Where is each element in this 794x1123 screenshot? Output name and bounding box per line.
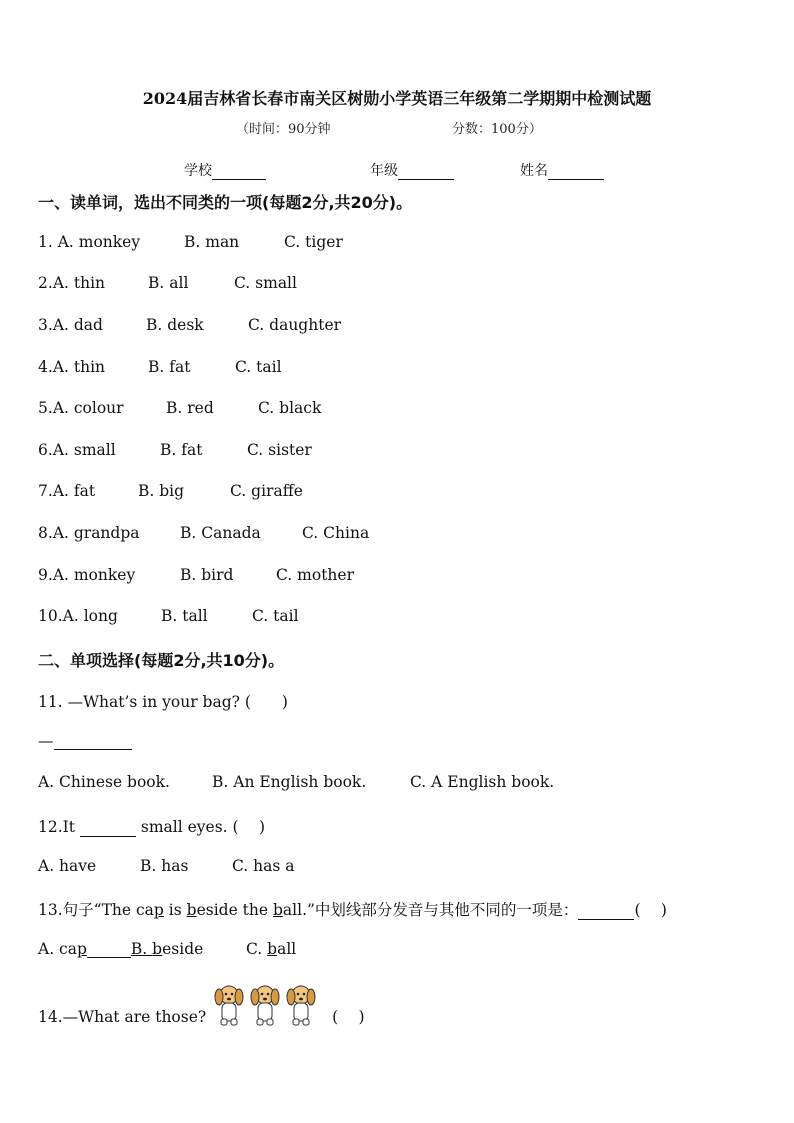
section1-heading: 一、读单词，选出不同类的一项(每题2分,共20分)。 bbox=[38, 193, 413, 212]
school-label: 学校 bbox=[184, 163, 212, 179]
q11-blank[interactable] bbox=[54, 735, 132, 750]
option-c-8[interactable]: C. China bbox=[302, 524, 370, 542]
number-dot: . bbox=[47, 274, 53, 292]
option-b-7[interactable]: B. big bbox=[138, 482, 185, 500]
number-dot: . bbox=[47, 358, 53, 376]
section2-heading: 二、单项选择(每题2分,共10分)。 bbox=[38, 651, 285, 670]
option-a-10[interactable] bbox=[38, 607, 118, 625]
q12-option-c[interactable]: C. has a bbox=[232, 857, 295, 875]
q12-pre: 12.It bbox=[38, 818, 76, 836]
q12-blank[interactable] bbox=[80, 822, 136, 837]
option-a-text: A. monkey bbox=[52, 566, 136, 584]
option-c-9[interactable]: C. mother bbox=[276, 566, 354, 584]
exam-score: 分数：100分） bbox=[452, 122, 542, 137]
puppy-icon bbox=[211, 981, 247, 1027]
question-number: 9 bbox=[38, 566, 48, 584]
option-b-5[interactable]: B. red bbox=[166, 399, 214, 417]
option-a-text: A. long bbox=[62, 607, 118, 625]
question-number: 3 bbox=[38, 316, 48, 334]
number-dot: . bbox=[57, 607, 63, 625]
option-a-4[interactable] bbox=[38, 358, 105, 376]
q13-mid-2: eside the bbox=[196, 901, 273, 919]
q13-b-text: B. bbox=[130, 940, 153, 958]
page-title: 2024届吉林省长春市南关区树勋小学英语三年级第二学期期中检测试题 bbox=[142, 89, 652, 108]
puppy-icon bbox=[283, 981, 319, 1027]
option-a-text: A. small bbox=[52, 441, 116, 459]
q12-option-a[interactable]: A. have bbox=[38, 857, 97, 875]
option-a-9[interactable] bbox=[38, 566, 135, 584]
three-puppies-icon bbox=[211, 981, 319, 1027]
option-c-6[interactable]: C. sister bbox=[247, 441, 312, 459]
option-b-1[interactable]: B. man bbox=[184, 233, 240, 251]
number-dot: . bbox=[47, 524, 53, 542]
q13-underline-2: b bbox=[186, 901, 197, 919]
question-number: 4 bbox=[38, 358, 48, 376]
q11-dash: — bbox=[38, 732, 54, 750]
option-a-text: A. grandpa bbox=[52, 524, 140, 542]
option-c-2[interactable]: C. small bbox=[234, 274, 297, 292]
question-number: 1 bbox=[38, 233, 48, 251]
q13-option-a[interactable] bbox=[38, 940, 203, 958]
option-c-1[interactable]: C. tiger bbox=[284, 233, 343, 251]
grade-field[interactable] bbox=[370, 160, 454, 180]
name-label: 姓名 bbox=[520, 163, 548, 179]
q13-underline-3: b bbox=[272, 901, 283, 919]
school-blank[interactable] bbox=[212, 165, 266, 180]
option-a-text: A. monkey bbox=[57, 233, 141, 251]
number-dot: . bbox=[47, 233, 58, 251]
q13-b-rest: eside bbox=[162, 940, 204, 958]
option-a-8[interactable] bbox=[38, 524, 140, 542]
grade-blank[interactable] bbox=[398, 165, 454, 180]
q13-option-c[interactable] bbox=[246, 940, 296, 958]
option-c-4[interactable]: C. tail bbox=[235, 358, 282, 376]
option-a-3[interactable] bbox=[38, 316, 103, 334]
option-a-text: A. thin bbox=[52, 274, 106, 292]
option-b-3[interactable]: B. desk bbox=[146, 316, 204, 334]
name-field[interactable] bbox=[520, 160, 604, 180]
q13-b-underline: b bbox=[152, 940, 163, 958]
number-dot: . bbox=[47, 316, 53, 334]
q13-blank[interactable] bbox=[578, 905, 634, 920]
name-blank[interactable] bbox=[548, 165, 604, 180]
q11-option-c[interactable]: C. A English book. bbox=[410, 773, 555, 791]
question-number: 7 bbox=[38, 482, 48, 500]
school-field[interactable] bbox=[184, 160, 266, 180]
q11-option-a[interactable]: A. Chinese book. bbox=[38, 773, 170, 791]
q13-a-blank bbox=[87, 945, 131, 958]
q11-option-b[interactable]: B. An English book. bbox=[212, 773, 367, 791]
option-a-7[interactable] bbox=[38, 482, 95, 500]
option-b-2[interactable]: B. all bbox=[148, 274, 189, 292]
q14-paren[interactable]: ( ) bbox=[332, 1008, 365, 1026]
question-number: 10 bbox=[38, 607, 58, 625]
q13-c-text: C. bbox=[246, 940, 268, 958]
q13-stem bbox=[38, 898, 667, 920]
number-dot: . bbox=[47, 566, 53, 584]
number-dot: . bbox=[47, 441, 53, 459]
option-b-8[interactable]: B. Canada bbox=[180, 524, 261, 542]
number-dot: . bbox=[47, 482, 53, 500]
option-a-text: A. fat bbox=[52, 482, 96, 500]
q12-option-b[interactable]: B. has bbox=[140, 857, 189, 875]
option-a-text: A. colour bbox=[52, 399, 124, 417]
option-a-1[interactable] bbox=[38, 233, 140, 251]
q12-post: small eyes. ( ) bbox=[140, 818, 266, 836]
q11-answer-line[interactable] bbox=[38, 732, 132, 750]
option-b-9[interactable]: B. bird bbox=[180, 566, 234, 584]
option-c-7[interactable]: C. giraffe bbox=[230, 482, 303, 500]
number-dot: . bbox=[47, 399, 53, 417]
option-c-3[interactable]: C. daughter bbox=[248, 316, 342, 334]
q13-post: all.”中划线部分发音与其他不同的一项是： bbox=[282, 901, 579, 919]
grade-label: 年级 bbox=[370, 163, 398, 179]
exam-time: （时间：90分钟 bbox=[236, 122, 331, 137]
q13-a-text: A. ca bbox=[38, 940, 77, 958]
question-number: 2 bbox=[38, 274, 48, 292]
question-number: 6 bbox=[38, 441, 48, 459]
option-a-2[interactable] bbox=[38, 274, 105, 292]
q13-tail: ( ) bbox=[634, 901, 667, 919]
q13-a-underline: p bbox=[76, 940, 87, 958]
option-a-5[interactable] bbox=[38, 399, 124, 417]
option-b-6[interactable]: B. fat bbox=[160, 441, 203, 459]
q12-stem bbox=[38, 815, 265, 837]
option-a-6[interactable] bbox=[38, 441, 116, 459]
puppy-icon bbox=[247, 981, 283, 1027]
option-b-4[interactable]: B. fat bbox=[148, 358, 191, 376]
option-a-text: A. dad bbox=[52, 316, 103, 334]
option-b-10[interactable]: B. tall bbox=[161, 607, 208, 625]
question-number: 8 bbox=[38, 524, 48, 542]
question-number: 5 bbox=[38, 399, 48, 417]
q13-mid-1: is bbox=[163, 901, 187, 919]
q13-c-underline: b bbox=[267, 940, 278, 958]
q14-line bbox=[38, 975, 365, 1027]
option-c-10[interactable]: C. tail bbox=[252, 607, 299, 625]
q11-stem: 11. —What’s in your bag? ( ) bbox=[38, 693, 288, 711]
q13-c-rest: all bbox=[277, 940, 297, 958]
option-a-text: A. thin bbox=[52, 358, 106, 376]
q13-underline-1: p bbox=[153, 901, 164, 919]
option-c-5[interactable]: C. black bbox=[258, 399, 322, 417]
q14-stem: 14.—What are those? bbox=[38, 1008, 207, 1026]
q13-pre: 13.句子“The ca bbox=[38, 901, 154, 919]
